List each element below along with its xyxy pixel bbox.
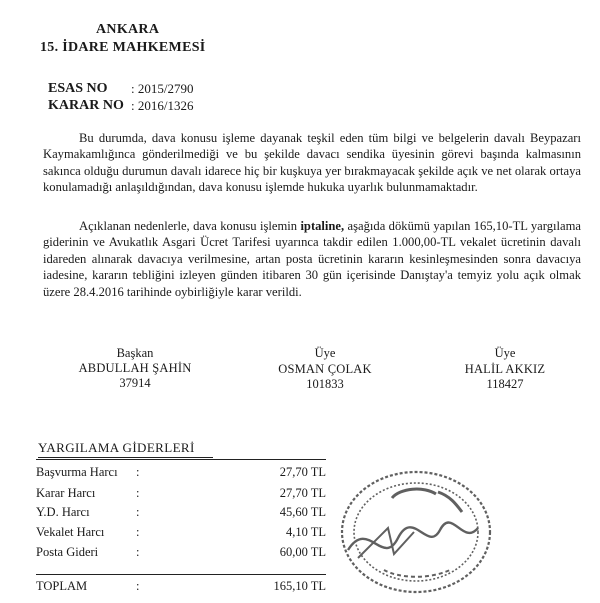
expense-total-colon: : (136, 579, 140, 593)
expense-label: Başvurma Harcı (36, 465, 118, 479)
decision-paragraph (43, 218, 581, 300)
expense-colon: : (136, 525, 140, 539)
expenses-top-rule (36, 459, 326, 460)
expense-colon: : (136, 505, 140, 519)
signature-name: HALİL AKKIZ (464, 362, 546, 376)
stamp-graphic (328, 458, 498, 598)
court-name: 15. İDARE MAHKEMESİ (40, 40, 206, 55)
expense-label: Y.D. Harcı (36, 505, 90, 519)
signature-role: Üye (314, 346, 336, 360)
signature-block-member-2 (430, 346, 580, 392)
signature-block-member-1 (250, 346, 400, 392)
expense-label: Karar Harcı (36, 486, 96, 500)
reasoning-text: Bu durumda, dava konusu işleme dayanak teşkil eden tüm bilgi ve belgelerin davalı Beypazarı Kaymakamlığınca gönderilmediği ve bu şekilde davacı sendika üyesinin görevi başında kalmasının sakınca olduğu durumun davalı idarece hiç bir kuşkuya yer bırakmayacak şekilde açık ve net olarak ortaya konulamadığı anlaşıldığından, dava konusu işlemde hukuka uyarlık bulunmamaktadır. (43, 131, 581, 195)
expenses-title: YARGILAMA GİDERLERİ (38, 440, 213, 458)
decision-text-start: Açıklanan nedenlerle, dava konusu işlemin (79, 219, 301, 233)
esas-label: ESAS NO (48, 81, 108, 96)
signature-role: Üye (494, 346, 516, 360)
expense-total-row (36, 579, 326, 597)
court-city: ANKARA (96, 22, 160, 37)
signature-name: OSMAN ÇOLAK (278, 362, 372, 376)
expense-amount: 45,60 TL (279, 505, 326, 519)
signature-name: ABDULLAH ŞAHİN (78, 361, 192, 375)
expense-total-label: TOPLAM (36, 579, 88, 593)
esas-value: : 2015/2790 (131, 81, 194, 96)
expense-amount: 27,70 TL (279, 486, 326, 500)
decision-text-rest: aşağıda dökümü yapılan 165,10-TL yargılama giderinin ve Avukatlık Asgari Ücret Tarifesi uyarınca takdir edilen 1.000,00-TL vekalet ücretinin davalı idareden alınarak davacıya verilmesine, artan posta ücretinin kararın kesinleşmesinden sonra davacıya iadesine, kararın tebliğini izleyen günden itibaren 30 gün içerisinde Danıştay'a temyiz yolu açık olmak üzere 28.4.2016 tarihinde oybirliğiyle karar verildi. (43, 219, 581, 299)
expense-row (36, 545, 326, 563)
expense-amount: 60,00 TL (279, 545, 326, 559)
court-seal-stamp-icon (328, 458, 498, 603)
decision-text (43, 218, 581, 300)
signature-number: 118427 (486, 377, 524, 391)
reasoning-paragraph (43, 130, 581, 196)
expense-colon: : (136, 545, 140, 559)
expense-colon: : (136, 465, 140, 479)
signature-number: 37914 (119, 376, 151, 390)
decision-verdict: iptaline, (300, 219, 345, 233)
signature-role: Başkan (116, 346, 154, 360)
expense-row (36, 525, 326, 543)
karar-value: : 2016/1326 (131, 98, 194, 113)
expenses-total-rule (36, 574, 326, 575)
expense-amount: 27,70 TL (279, 465, 326, 479)
signature-block-president (60, 346, 210, 391)
karar-label: KARAR NO (48, 98, 124, 113)
expense-total-amount: 165,10 TL (273, 579, 326, 593)
expense-label: Vekalet Harcı (36, 525, 105, 539)
expense-row (36, 505, 326, 523)
expense-row (36, 465, 326, 483)
expense-amount: 4,10 TL (285, 525, 326, 539)
expense-colon: : (136, 486, 140, 500)
expense-label: Posta Gideri (36, 545, 99, 559)
signature-number: 101833 (306, 377, 344, 391)
expense-row (36, 486, 326, 504)
